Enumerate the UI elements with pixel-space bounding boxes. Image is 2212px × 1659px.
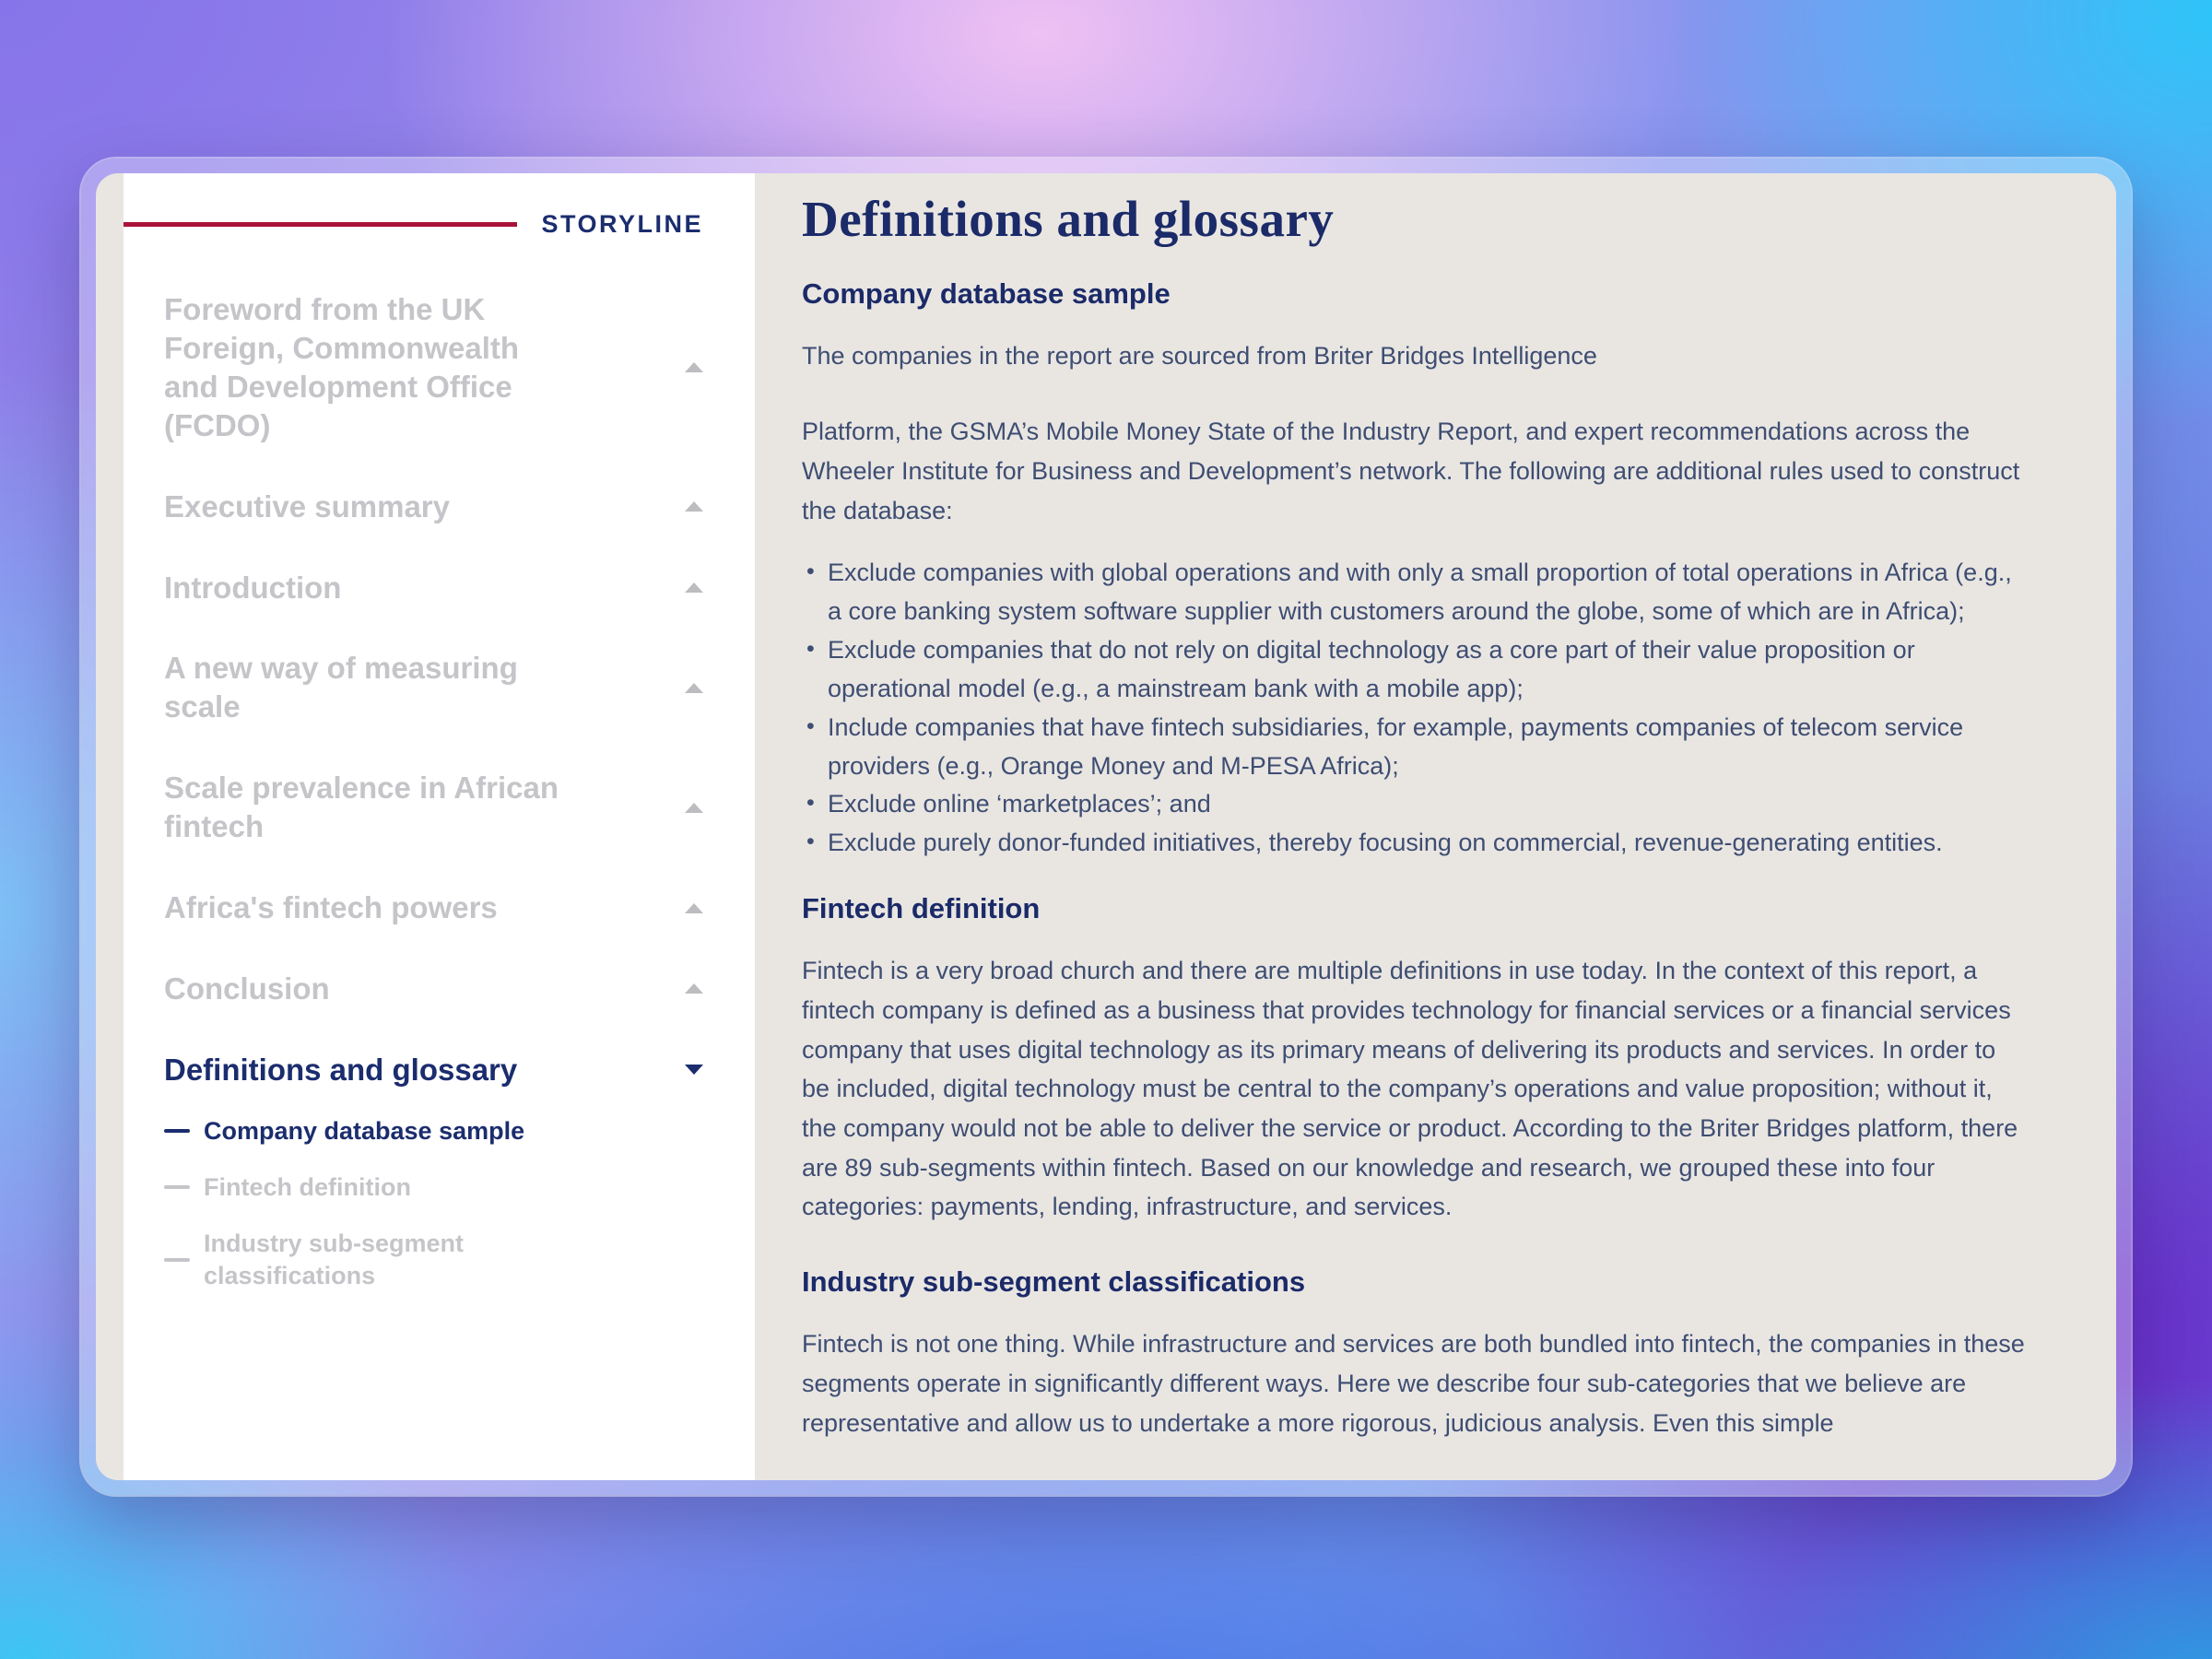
storyline-header [124, 210, 703, 239]
report-card-inner [96, 173, 2116, 1480]
chevron-up-icon [685, 501, 703, 512]
list-item: • Exclude purely donor-funded initiatives, thereby focusing on commercial, revenue-generating entities. [802, 824, 2028, 863]
sidebar-subitem-industry-sub-segment-classifications[interactable]: Industry sub-segment classifications [164, 1228, 703, 1292]
page-title: Definitions and glossary [802, 191, 1335, 247]
sidebar-subitem-company-database-sample[interactable]: Company database sample [164, 1115, 703, 1147]
sidebar-item-foreword[interactable]: Foreword from the UK Foreign, Commonwealth and Development Office (FCDO) [164, 290, 703, 445]
storyline-nav [164, 290, 703, 1292]
paragraph: Platform, the GSMA’s Mobile Money State of the Industry Report, and expert recommendations across the Wheeler Institute for Business and Development’s network. The following are additional rules used to construct the database: [802, 418, 2020, 524]
report-card [81, 159, 2131, 1495]
section-heading-company-database-sample: Company database sample [802, 276, 1171, 310]
chevron-down-icon [685, 1065, 703, 1075]
paragraph: Fintech is not one thing. While infrastructure and services are both bundled into fintech, the companies in these segments operate in significantly different ways. Here we describe four sub-categories that we believe are representative and allow us to undertake a more rigorous, judicious analysis. Even this simple [802, 1330, 2025, 1437]
chevron-up-icon [685, 903, 703, 913]
storyline-label: STORYLINE [541, 210, 703, 238]
sidebar-item-executive-summary[interactable]: Executive summary [164, 488, 703, 526]
sidebar-item-africas-fintech-powers[interactable]: Africa's fintech powers [164, 888, 703, 927]
dash-icon [164, 1258, 190, 1262]
list-item: • Exclude companies that do not rely on digital technology as a core part of their value proposition or operational model (e.g., a mainstream bank with a mobile app); [802, 631, 2028, 709]
sidebar-item-scale-prevalence[interactable]: Scale prevalence in African fintech [164, 769, 703, 846]
chevron-up-icon [685, 803, 703, 813]
definitions-subnav [164, 1115, 703, 1292]
chevron-up-icon [685, 683, 703, 693]
dash-icon [164, 1129, 190, 1133]
sidebar-item-new-way-of-measuring-scale[interactable]: A new way of measuring scale [164, 649, 703, 726]
sidebar-subitem-fintech-definition[interactable]: Fintech definition [164, 1171, 703, 1204]
sidebar-item-conclusion[interactable]: Conclusion [164, 970, 703, 1008]
sidebar-item-definitions-and-glossary[interactable]: Definitions and glossary [164, 1051, 703, 1089]
list-item: • Exclude companies with global operations and with only a small proportion of total operations in Africa (e.g., a core banking system software supplier with customers around the globe, some of which are in Africa); [802, 554, 2028, 631]
storyline-rule [124, 222, 517, 227]
list-item: • Exclude online ‘marketplaces’; and [802, 785, 2028, 824]
database-rules-list [802, 554, 2028, 863]
section-heading-industry-sub-segment-classifications: Industry sub-segment classifications [802, 1265, 1306, 1299]
list-item: • Include companies that have fintech subsidiaries, for example, payments companies of telecom service providers (e.g., Orange Money and M-PESA Africa); [802, 709, 2028, 786]
chevron-up-icon [685, 983, 703, 994]
dash-icon [164, 1185, 190, 1189]
chevron-up-icon [685, 362, 703, 372]
chevron-up-icon [685, 582, 703, 593]
section-heading-fintech-definition: Fintech definition [802, 892, 1041, 925]
paragraph: The companies in the report are sourced from Briter Bridges Intelligence [802, 341, 1597, 370]
sidebar-item-introduction[interactable]: Introduction [164, 569, 703, 607]
paragraph: Fintech is a very broad church and there are multiple definitions in use today. In the context of this report, a fintech company is defined as a business that provides technology for financial services or a financial services company that uses digital technology as its primary means of delivering its products and services. In order to be included, digital technology must be central to the company’s operations and value proposition; without it, the company would not be able to deliver the service or product. According to the Briter Bridges platform, there are 89 sub-segments within fintech. Based on our knowledge and research, we grouped these into four categories: payments, lending, infrastructure, and services. [802, 957, 2018, 1221]
storyline-sidebar [124, 173, 755, 1480]
content-panel [755, 173, 2116, 1480]
